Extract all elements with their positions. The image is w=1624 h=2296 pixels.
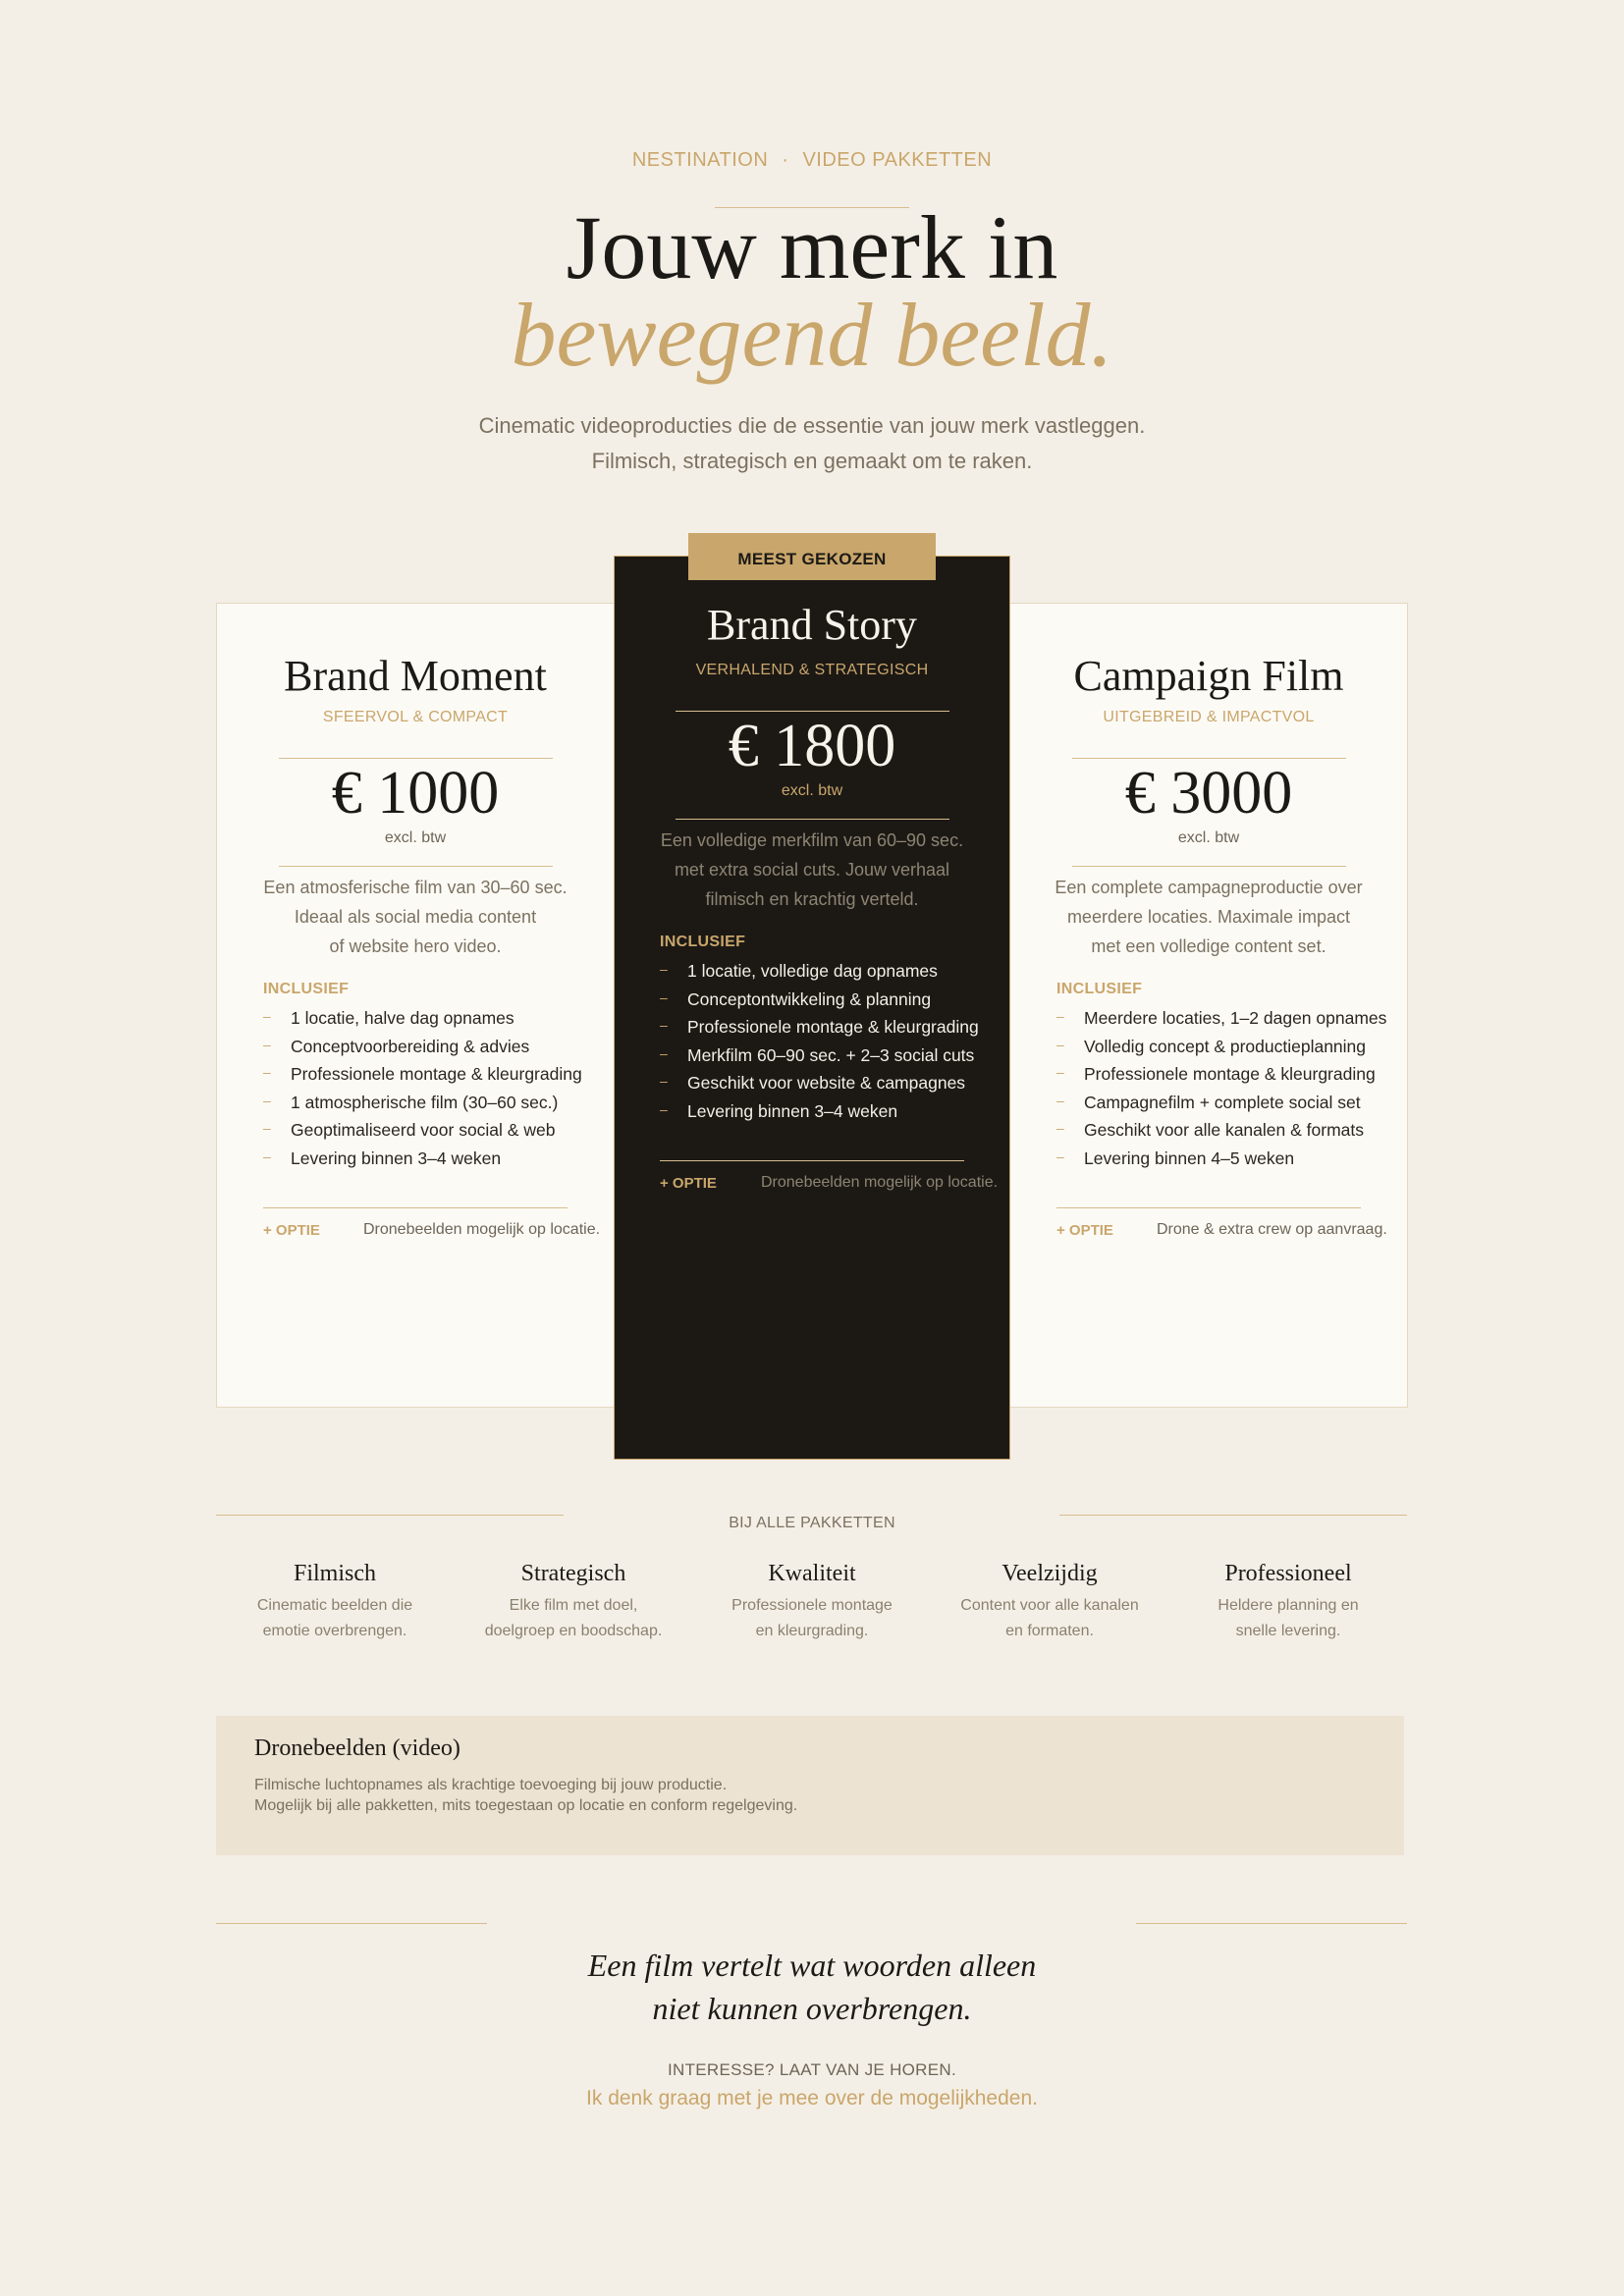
feature-text: Elke film met doel, bbox=[509, 1597, 638, 1614]
dash-icon: – bbox=[660, 961, 668, 977]
separator: · bbox=[782, 149, 789, 171]
most-chosen-badge: MEEST GEKOZEN bbox=[688, 533, 936, 580]
closing-quote bbox=[0, 1944, 1624, 2030]
package-price: € 1800 bbox=[728, 713, 896, 779]
feature-title: Veelzijdig bbox=[1001, 1561, 1098, 1586]
list-item bbox=[1056, 1116, 1386, 1145]
package-name: Campaign Film bbox=[1073, 652, 1344, 700]
package-description bbox=[1010, 873, 1407, 961]
feature-text: snelle levering. bbox=[1235, 1623, 1341, 1639]
included-label: INCLUSIEF bbox=[660, 934, 746, 950]
feature-text: Heldere planning en bbox=[1218, 1597, 1359, 1614]
feature-title: Professioneel bbox=[1224, 1561, 1352, 1586]
page-title: Jouw merk in bbox=[566, 197, 1058, 297]
description-line: Ideaal als social media content bbox=[294, 907, 537, 927]
divider bbox=[279, 866, 553, 867]
package-name: Brand Moment bbox=[284, 652, 547, 700]
quote-line: Een film vertelt wat woorden alleen bbox=[587, 1948, 1037, 1983]
all-packages-label: BIJ ALLE PAKKETTEN bbox=[729, 1515, 895, 1531]
divider bbox=[1056, 1207, 1361, 1208]
feature-title: Filmisch bbox=[293, 1561, 376, 1586]
dash-icon: – bbox=[263, 1148, 271, 1164]
list-item-text: Professionele montage & kleurgrading bbox=[687, 1017, 979, 1037]
list-item-text: Conceptontwikkeling & planning bbox=[687, 988, 932, 1009]
included-list bbox=[660, 957, 979, 1125]
divider bbox=[660, 1160, 964, 1161]
drone-line: Filmische luchtopnames als krachtige toevoeging bij jouw productie. bbox=[254, 1777, 728, 1793]
list-item-text: Geschikt voor alle kanalen & formats bbox=[1084, 1120, 1364, 1140]
list-item bbox=[660, 1097, 979, 1126]
list-item bbox=[263, 1033, 582, 1061]
included-list bbox=[263, 1004, 582, 1172]
list-item-text: Levering binnen 3–4 weken bbox=[291, 1148, 502, 1168]
list-item-text: Conceptvoorbereiding & advies bbox=[291, 1036, 530, 1056]
list-item-text: 1 locatie, halve dag opnames bbox=[291, 1008, 514, 1028]
feature-text: emotie overbrengen. bbox=[262, 1623, 407, 1639]
dash-icon: – bbox=[1056, 1092, 1064, 1108]
dash-icon: – bbox=[1056, 1148, 1064, 1164]
list-item bbox=[263, 1116, 582, 1145]
intro-line: Cinematic videoproducties die de essentie van jouw merk vastleggen. bbox=[478, 413, 1146, 438]
package-name: Brand Story bbox=[707, 601, 917, 649]
divider bbox=[216, 1923, 487, 1924]
package-subtitle: UITGEBREID & IMPACTVOL bbox=[1103, 709, 1315, 725]
feature-text: en formaten. bbox=[1005, 1623, 1094, 1639]
included-label: INCLUSIEF bbox=[1056, 981, 1143, 997]
description-line: Een atmosferische film van 30–60 sec. bbox=[263, 878, 568, 897]
feature-filmisch bbox=[222, 1561, 448, 1644]
included-label: INCLUSIEF bbox=[263, 981, 350, 997]
list-item bbox=[660, 1041, 979, 1070]
brand-name: NESTINATION bbox=[631, 149, 769, 171]
package-card-brand-moment bbox=[216, 603, 615, 1408]
description-line: meerdere locaties. Maximale impact bbox=[1066, 907, 1351, 927]
feature-title: Kwaliteit bbox=[768, 1561, 856, 1586]
drone-text bbox=[254, 1775, 797, 1816]
quote-line: niet kunnen overbrengen. bbox=[652, 1991, 972, 2026]
list-item bbox=[263, 1004, 582, 1033]
package-price: € 3000 bbox=[1124, 760, 1293, 827]
description-line: Een volledige merkfilm van 60–90 sec. bbox=[660, 830, 964, 850]
dash-icon: – bbox=[1056, 1120, 1064, 1136]
dash-icon: – bbox=[1056, 1008, 1064, 1024]
option-text: Dronebeelden mogelijk op locatie. bbox=[761, 1174, 999, 1191]
list-item bbox=[1056, 1004, 1386, 1033]
divider bbox=[1072, 866, 1346, 867]
description-line: of website hero video. bbox=[329, 936, 502, 956]
option-text: Dronebeelden mogelijk op locatie. bbox=[363, 1221, 601, 1238]
description-line: met een volledige content set. bbox=[1091, 936, 1326, 956]
dash-icon: – bbox=[660, 1100, 668, 1117]
dash-icon: – bbox=[263, 1008, 271, 1024]
option-text: Drone & extra crew op aanvraag. bbox=[1157, 1221, 1387, 1238]
package-card-campaign-film bbox=[1009, 603, 1408, 1408]
dash-icon: – bbox=[263, 1064, 271, 1080]
package-subtitle: VERHALEND & STRATEGISCH bbox=[695, 662, 929, 678]
dash-icon: – bbox=[1056, 1036, 1064, 1052]
feature-text: Professionele montage bbox=[731, 1597, 893, 1614]
drone-title: Dronebeelden (video) bbox=[254, 1735, 460, 1761]
dash-icon: – bbox=[660, 1073, 668, 1089]
price-vat-note: excl. btw bbox=[781, 782, 843, 799]
page-title-accent: bewegend beeld. bbox=[511, 285, 1113, 385]
package-card-brand-story bbox=[614, 556, 1010, 1460]
package-description bbox=[615, 826, 1009, 914]
option-label: + OPTIE bbox=[660, 1175, 717, 1192]
option-label: + OPTIE bbox=[263, 1222, 320, 1239]
list-item bbox=[660, 1069, 979, 1097]
list-item-text: Professionele montage & kleurgrading bbox=[291, 1064, 582, 1084]
intro-line: Filmisch, strategisch en gemaakt om te raken. bbox=[591, 449, 1033, 473]
list-item-text: Geschikt voor website & campagnes bbox=[687, 1073, 966, 1093]
list-item-text: Meerdere locaties, 1–2 dagen opnames bbox=[1084, 1008, 1387, 1028]
dash-icon: – bbox=[263, 1120, 271, 1136]
feature-text: doelgroep en boodschap. bbox=[484, 1623, 663, 1639]
section-name: VIDEO PAKKETTEN bbox=[802, 149, 993, 171]
list-item-text: Volledig concept & productieplanning bbox=[1084, 1036, 1367, 1056]
feature-text: Content voor alle kanalen bbox=[960, 1597, 1139, 1614]
dash-icon: – bbox=[660, 1044, 668, 1061]
list-item-text: Levering binnen 4–5 weken bbox=[1084, 1148, 1295, 1168]
description-line: Een complete campagneproductie over bbox=[1055, 878, 1363, 897]
dash-icon: – bbox=[660, 988, 668, 1005]
included-list bbox=[1056, 1004, 1386, 1172]
dash-icon: – bbox=[1056, 1064, 1064, 1080]
list-item bbox=[1056, 1145, 1386, 1173]
list-item-text: 1 atmospherische film (30–60 sec.) bbox=[291, 1092, 559, 1112]
package-price: € 1000 bbox=[331, 760, 500, 827]
feature-professioneel bbox=[1175, 1561, 1401, 1644]
divider bbox=[1136, 1923, 1407, 1924]
option-label: + OPTIE bbox=[1056, 1222, 1113, 1239]
feature-text: en kleurgrading. bbox=[755, 1623, 869, 1639]
package-description bbox=[217, 873, 614, 961]
cta-label: INTERESSE? LAAT VAN JE HOREN. bbox=[668, 2060, 956, 2079]
dash-icon: – bbox=[660, 1017, 668, 1033]
list-item-text: Professionele montage & kleurgrading bbox=[1084, 1064, 1376, 1084]
cta-link[interactable]: Ik denk graag met je mee over de mogelijkheden. bbox=[586, 2087, 1038, 2109]
feature-text: Cinematic beelden die bbox=[256, 1597, 413, 1614]
list-item-text: Campagnefilm + complete social set bbox=[1084, 1092, 1361, 1112]
feature-kwaliteit bbox=[699, 1561, 925, 1644]
list-item-text: Merkfilm 60–90 sec. + 2–3 social cuts bbox=[687, 1044, 975, 1065]
list-item bbox=[1056, 1033, 1386, 1061]
list-item-text: Levering binnen 3–4 weken bbox=[687, 1100, 898, 1121]
list-item bbox=[660, 957, 979, 986]
feature-veelzijdig bbox=[937, 1561, 1163, 1644]
list-item-text: Geoptimaliseerd voor social & web bbox=[291, 1120, 556, 1140]
drone-line: Mogelijk bij alle pakketten, mits toegestaan op locatie en conform regelgeving. bbox=[254, 1797, 798, 1814]
dash-icon: – bbox=[263, 1092, 271, 1108]
list-item bbox=[1056, 1089, 1386, 1117]
eyebrow bbox=[0, 149, 1624, 172]
price-vat-note: excl. btw bbox=[1177, 829, 1240, 846]
intro-text bbox=[0, 408, 1624, 479]
list-item bbox=[1056, 1060, 1386, 1089]
divider bbox=[676, 819, 949, 820]
list-item bbox=[263, 1145, 582, 1173]
description-line: met extra social cuts. Jouw verhaal bbox=[674, 860, 950, 880]
feature-title: Strategisch bbox=[520, 1561, 626, 1586]
feature-strategisch bbox=[460, 1561, 686, 1644]
price-vat-note: excl. btw bbox=[384, 829, 447, 846]
description-line: filmisch en krachtig verteld. bbox=[705, 889, 919, 909]
divider bbox=[263, 1207, 568, 1208]
drone-panel bbox=[216, 1716, 1404, 1855]
dash-icon: – bbox=[263, 1036, 271, 1052]
list-item bbox=[263, 1060, 582, 1089]
list-item-text: 1 locatie, volledige dag opnames bbox=[687, 961, 938, 981]
list-item bbox=[660, 986, 979, 1014]
list-item bbox=[660, 1013, 979, 1041]
list-item bbox=[263, 1089, 582, 1117]
package-subtitle: SFEERVOL & COMPACT bbox=[322, 709, 509, 725]
